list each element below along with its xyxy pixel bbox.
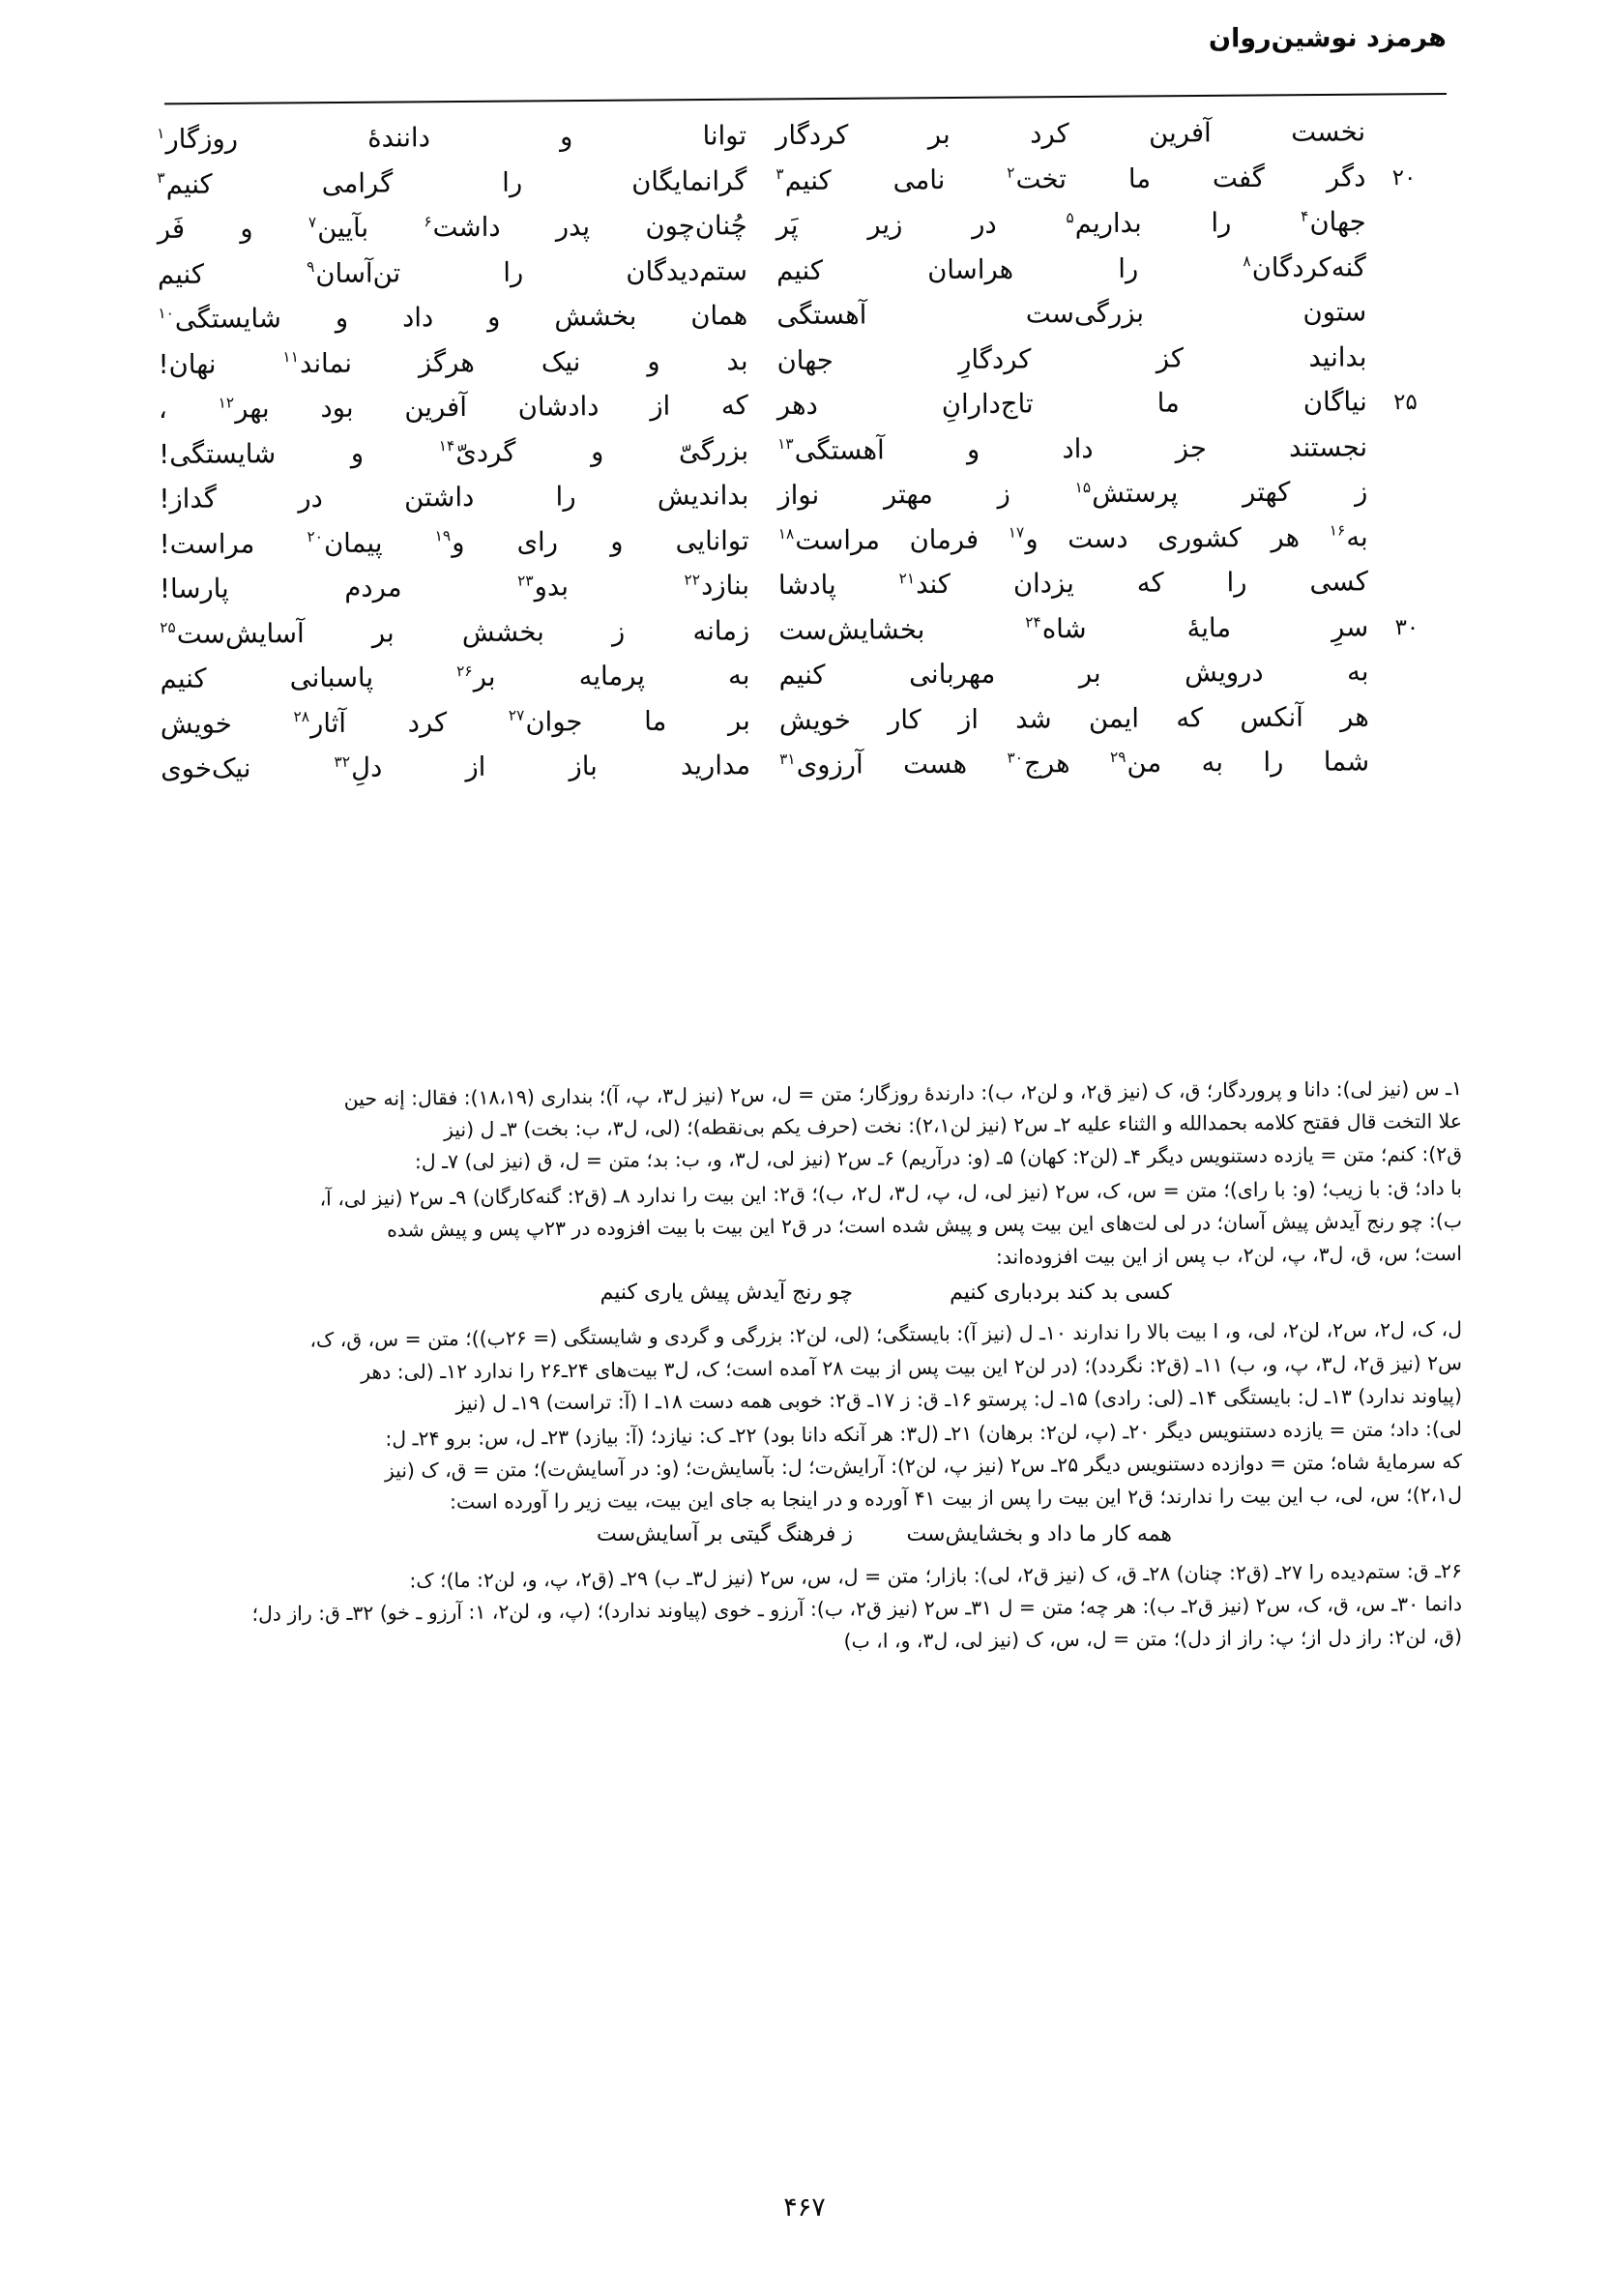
verse-word: ما — [1156, 387, 1180, 419]
hemistich-right — [750, 744, 1369, 780]
footnote-marker: ۱۴ — [438, 437, 455, 456]
verse-word: بهر$^{۱۲}$ — [218, 393, 270, 425]
verse-word: نماند$^{۱۱}$ — [282, 347, 353, 379]
apparatus-quoted-couplet-one — [147, 1277, 1462, 1310]
hemistich-left — [160, 568, 749, 604]
verse-word: من$^{۲۹}$ — [1109, 747, 1162, 779]
verse-word: هراسان — [927, 253, 1014, 285]
hemistich-left — [159, 478, 748, 515]
verse-word: کسی — [1309, 566, 1369, 598]
verse-word: بداندیش — [657, 480, 749, 512]
verse-word: دادشان — [517, 391, 600, 423]
hemistich-left — [160, 613, 749, 650]
apparatus-line: دانما ۳۰ـ س، ق، ک، س۲ (نیز ق۲ـ ب): هر چه؛ متن = ل ۳۱ـ س۲ (نیز ق۲، ب): آرزو ـ خوی (پیاوند ندارد)؛ (پ، و، لن۲، ۱: آرزو ـ خو) ۳۲ـ ق: راز دل؛ — [251, 1592, 1463, 1626]
hemistich-left — [159, 388, 748, 425]
hemistich-right — [747, 294, 1366, 331]
verse-word: به — [1347, 656, 1369, 688]
footnote-marker: ۵ — [1066, 209, 1074, 227]
verse-line — [157, 114, 1416, 166]
hemistich-left — [157, 118, 746, 155]
verse-word: پارسا! — [159, 573, 229, 604]
verse-line-number: ۲۵ — [1393, 389, 1418, 416]
verse-word: چُنان‌چون — [645, 210, 747, 242]
hemistich-right — [748, 429, 1367, 466]
verse-word: گرانمایگان — [631, 164, 747, 197]
hemistich-left — [159, 433, 748, 470]
verse-word: بخشش — [554, 300, 637, 333]
hemistich-left — [161, 703, 750, 740]
apparatus-line: که سرمایهٔ شاه؛ متن = دوازده دستنویس دیگر ۲۵ـ س۲ (نیز پ، لن۲): آرایش‌ت؛ ل: بآسایش‌ت؛ (و: در آسایش‌ت)؛ متن = ق، ک (نیز — [384, 1450, 1463, 1483]
verse-word: کنیم — [160, 662, 207, 694]
verse-word: جوان$^{۲۷}$ — [508, 705, 583, 738]
verse-word: دلِ$^{۳۲}$ — [334, 751, 383, 783]
hemistich-right — [748, 474, 1367, 511]
verse-word: بر — [371, 616, 395, 649]
verse-word: آثار$^{۲۸}$ — [293, 707, 347, 739]
verse-word: کنیم — [157, 258, 205, 290]
quoted-hemistich-left: چو رنج آیدش پیش یاری کنیم — [600, 1280, 853, 1306]
hemistich-right — [747, 250, 1366, 286]
verse-word: کرد — [1030, 118, 1069, 150]
verse-word: ایمن — [1088, 702, 1140, 734]
verse-word: و — [240, 213, 253, 245]
verse-word: بد — [726, 344, 748, 376]
verse-word: بر — [927, 118, 951, 151]
verse-word: ما — [644, 705, 667, 737]
verse-word: کردگارِ — [958, 342, 1032, 375]
hemistich-right — [749, 564, 1368, 601]
verse-word: باز — [569, 751, 598, 782]
verse-word: توانایی — [675, 524, 749, 557]
hemistich-left — [158, 298, 747, 335]
footnote-marker: ۱۱ — [282, 348, 300, 367]
verse-word: به$^{۱۶}$ — [1329, 520, 1368, 552]
verse-line-number — [1367, 474, 1418, 480]
verse-word: ستم‌دیدگان — [626, 254, 748, 287]
verse-word: مایهٔ — [1186, 611, 1232, 643]
verse-word: بر$^{۲۶}$ — [456, 661, 496, 692]
verse-word: و — [487, 301, 501, 333]
footnote-marker: ۶ — [424, 213, 432, 231]
running-head: هرمزد نوشین‌روان — [1209, 22, 1448, 54]
verse-word: تن‌آسان$^۹$ — [306, 256, 401, 289]
verse-word: و — [966, 433, 980, 465]
footnote-marker: ۱۲ — [218, 394, 235, 412]
footnote-marker: ۲ — [1007, 163, 1015, 182]
verse-word: و — [590, 435, 604, 467]
verse-word: را — [503, 256, 524, 288]
verse-word: گفت — [1212, 162, 1266, 193]
verse-word: پاسبانی — [289, 662, 374, 694]
verse-word: نواز — [777, 479, 820, 512]
verse-word: دگر — [1326, 161, 1366, 193]
verse-line-number — [1368, 564, 1419, 570]
hemistich-right — [749, 609, 1368, 646]
verse-word: بنازد$^{۲۲}$ — [684, 570, 750, 602]
verse-word: نخست — [1291, 116, 1366, 148]
verse-word: را — [1226, 567, 1247, 599]
verse-word: بر — [727, 704, 750, 736]
footnote-marker: ۴ — [1301, 207, 1309, 225]
verse-word: و — [647, 345, 660, 377]
verse-block — [157, 114, 1419, 796]
verse-word: گردیّ$^{۱۴}$ — [438, 436, 516, 468]
verse-line-number: ۳۰ — [1394, 614, 1419, 640]
verse-word: جهان$^۴$ — [1301, 206, 1366, 238]
verse-word: نیک‌خوی — [161, 752, 251, 784]
apparatus-line: ۱ـ س (نیز لی): دانا و پروردگار؛ ق، ک (نیز ق۲، و لن۲، ب): دارندهٔ روزگار؛ متن = ل، س۲ (نیز ل۳، پ، آ)؛ بنداری (۱۸،۱۹): فقال: إنه حین — [343, 1076, 1463, 1111]
verse-line-number — [1368, 518, 1419, 524]
verse-word: جهان — [776, 344, 834, 376]
hemistich-right — [749, 519, 1368, 556]
verse-word: در — [298, 482, 323, 515]
verse-word: دست — [1068, 522, 1128, 554]
verse-word: از — [957, 703, 980, 735]
verse-word: همان — [690, 300, 748, 332]
verse-word: آفرین — [1149, 117, 1212, 149]
hemistich-right — [748, 384, 1367, 421]
verse-word: دهر — [776, 389, 818, 422]
footnote-marker: ۳ — [775, 165, 784, 184]
hemistich-right — [747, 339, 1366, 376]
verse-line — [159, 428, 1418, 481]
apparatus-line: س۲ (نیز ق۲، ل۳، پ، و، ب) ۱۱ـ (ق۲: نگردد)؛ (در لن۲ این بیت پس از بیت ۲۸ آمده است؛ ک، ل۳ بیت‌های ۲۴ـ۲۶ را ندارد ۱۲ـ (لی: دهر — [361, 1350, 1463, 1384]
verse-line — [157, 204, 1417, 256]
verse-word: درویش — [1184, 656, 1264, 689]
verse-word: ، — [158, 393, 167, 425]
verse-word: زیر — [867, 209, 903, 241]
verse-word: آسایش‌ست$^{۲۵}$ — [160, 617, 305, 650]
verse-word: بخشش — [461, 616, 544, 648]
hemistich-right — [750, 699, 1369, 736]
verse-line — [157, 249, 1417, 301]
verse-word: آنکس — [1240, 701, 1303, 733]
verse-line — [159, 474, 1418, 526]
verse-line-number — [1366, 249, 1417, 254]
verse-word: دانندهٔ — [367, 122, 430, 154]
verse-line — [161, 744, 1419, 796]
verse-line — [157, 159, 1417, 211]
verse-word: داد — [1062, 432, 1094, 464]
verse-word: ز — [997, 478, 1010, 510]
apparatus-line: ق۲): کنم؛ متن = یازده دستنویس دیگر ۴ـ (لن۲: کهان) ۵ـ (و: درآریم) ۶ـ س۲ (نیز لی، ل۳، و، ب: بد؛ متن = ل، ق (نیز لی) ۷ـ ل: — [414, 1142, 1463, 1174]
verse-word: و — [335, 302, 349, 334]
verse-line — [158, 339, 1417, 391]
verse-line — [158, 294, 1417, 346]
verse-word: و — [350, 437, 365, 469]
verse-word: پَر — [775, 209, 799, 242]
verse-word: فَر — [157, 213, 186, 245]
verse-word: کند$^{۲۱}$ — [898, 568, 951, 601]
apparatus-line: است؛ س، ق، ل۳، پ، لن۲، ب پس از این بیت افزوده‌اند: — [995, 1242, 1463, 1269]
hemistich-right — [746, 160, 1365, 196]
verse-word: ز — [1355, 476, 1368, 508]
verse-word: یزدان — [1012, 568, 1074, 600]
verse-word: آهستگی$^{۱۳}$ — [777, 433, 885, 466]
quoted-hemistich-right: همه کار ما داد و بخشایش‌ست — [906, 1521, 1172, 1546]
verse-word: در — [972, 208, 997, 240]
hemistich-left — [160, 658, 749, 694]
footnote-marker: ۱۸ — [777, 525, 795, 544]
footnote-marker: ۱۳ — [777, 435, 794, 454]
verse-word: آفرین — [404, 391, 468, 424]
footnote-marker: ۷ — [307, 213, 317, 231]
verse-word: پیمان$^{۲۰}$ — [307, 527, 383, 559]
verse-word: مهربانی — [908, 658, 996, 691]
verse-word: به — [728, 660, 750, 692]
verse-word: بود — [320, 392, 354, 424]
apparatus-quoted-couplet-two — [147, 1518, 1462, 1551]
verse-word: از — [465, 751, 486, 783]
verse-line-number — [1366, 294, 1417, 300]
footnote-marker: ۲۰ — [307, 528, 324, 546]
verse-word: آرزوی$^{۳۱}$ — [779, 749, 863, 780]
verse-word: نامی — [892, 163, 946, 195]
verse-word: را — [1263, 746, 1284, 778]
footnote-marker: ۲۵ — [160, 619, 176, 637]
verse-word: کنیم$^۳$ — [775, 164, 832, 196]
verse-word: بدو$^{۲۳}$ — [516, 571, 570, 603]
verse-word: کار — [887, 703, 922, 735]
verse-word: بداریم$^۵$ — [1066, 207, 1142, 240]
verse-word: مراست$^{۱۸}$ — [777, 523, 880, 556]
verse-word: آهستگی — [776, 299, 867, 332]
apparatus-line: (پیاوند ندارد) ۱۳ـ ل: بایستگی ۱۴ـ (لی: رادی) ۱۵ـ ل: پرستو ۱۶ـ ق: ز ۱۷ـ ق۲: خوبی همه دست ۱۸ـ ا (آ: تراست) ۱۹ـ ل (نیز — [455, 1383, 1463, 1415]
verse-line-number — [1365, 114, 1416, 120]
verse-word: شایستگی! — [159, 437, 277, 470]
footnote-marker: ۲۱ — [898, 570, 916, 588]
verse-line-number — [1369, 698, 1419, 704]
verse-word: شما — [1323, 746, 1370, 778]
hemistich-left — [158, 343, 747, 380]
apparatus-line: (ق، لن۲: راز دل از؛ پ: راز از دل)؛ متن = ل، س، ک (نیز لی، ل۳، و، ا، ب) — [843, 1625, 1463, 1654]
verse-line-number — [1368, 654, 1419, 660]
verse-word: و — [610, 525, 624, 557]
verse-word: ز — [611, 615, 626, 647]
apparatus-line: با داد؛ ق: با زیب؛ (و: با رای)؛ متن = س، ک، س۲ (نیز لی، ل، پ، ل۳، ل۲، ب)؛ ق۲: این بیت را ندارد ۸ـ (ق۲: گنه‌کارگان) ۹ـ س۲ (نیز لی، آ، — [319, 1175, 1463, 1210]
hemistich-left — [161, 748, 750, 784]
verse-word: نیک — [541, 345, 581, 378]
footnote-marker: ۳ — [157, 169, 165, 188]
footnote-marker: ۳۲ — [334, 752, 351, 771]
verse-line — [159, 518, 1419, 571]
footnote-marker: ۸ — [1243, 252, 1251, 271]
verse-line-number — [1366, 204, 1417, 210]
footnote-marker: ۲۳ — [516, 572, 534, 590]
verse-line — [159, 564, 1419, 616]
apparatus-line: ل، ک، ل۲، س۲، لن۲، لی، و، ا بیت بالا را ندارند ۱۰ـ ل (نیز آ): بایستگی؛ (لی، لن۲: بزرگی و گردی و شایستگی (= ۲۶ب))؛ متن = س، ق، ک، — [309, 1317, 1463, 1352]
verse-word: کنیم — [775, 254, 824, 286]
verse-word: فرمان — [909, 523, 980, 555]
footnote-marker: ۳۰ — [1007, 749, 1024, 767]
verse-word: و — [559, 121, 573, 153]
apparatus-line: ب): چو رنج آیدش پیش آسان؛ در لی لت‌های این بیت پس و پیش شده است؛ در ق۲ این بیت با بیت افزوده در ۲۳پ پس و پیش شده — [387, 1208, 1463, 1242]
verse-word: که — [1136, 567, 1164, 599]
verse-word: پرستش$^{۱۵}$ — [1074, 477, 1179, 510]
verse-word: بخشایش‌ست — [778, 613, 925, 646]
apparatus-line: علا التخت قال فقتح کلامه بحمدالله و الثناء علیه ۲ـ س۲ (نیز لن۲،۱): نخت (حرف یکم بی‌نقطه)؛ (لی، ل۳، ب: بخت) ۳ـ ل (نیز — [443, 1109, 1463, 1142]
footnote-marker: ۱۶ — [1329, 521, 1346, 540]
verse-word: ما — [1127, 162, 1152, 194]
verse-word: نهان! — [158, 348, 217, 380]
verse-word: بزرگی‌ست — [1025, 297, 1145, 330]
quoted-hemistich-right: کسی بد کند بردباری کنیم — [950, 1280, 1172, 1306]
verse-word: خویش — [160, 707, 232, 740]
verse-word: داشتن — [404, 481, 475, 514]
verse-word: داد — [401, 302, 434, 334]
hemistich-left — [157, 163, 746, 200]
footnote-marker: ۲۶ — [456, 662, 473, 680]
verse-word: پادشا — [777, 569, 836, 602]
verse-line — [160, 698, 1419, 751]
verse-word: جز — [1175, 431, 1208, 464]
verse-word: نیاگان — [1302, 386, 1367, 418]
footnote-marker: ۱ — [157, 124, 165, 142]
apparatus-line: ل۲،۱)؛ س، لی، ب این بیت را ندارند؛ ق۲ این بیت را پس از بیت ۴۱ آورده و در اینجا به جای این بیت، بیت زیر را آورده است: — [449, 1483, 1463, 1515]
verse-word: سرِ — [1331, 610, 1369, 643]
apparatus-line: لی): داد؛ متن = یازده دستنویس دیگر ۲۰ـ (پ، لن۲: برهان) ۲۱ـ (ل۳: هر آنکه دانا بود) ۲۲ـ ک: نیازد؛ (آ: بیازد) ۲۳ـ ل، س: برو ۲۴ـ ل: — [385, 1417, 1463, 1451]
verse-line-number — [1366, 339, 1417, 344]
verse-word: مدارید — [680, 750, 751, 781]
verse-word: به — [1201, 747, 1224, 779]
verse-word: کردگار — [775, 119, 849, 152]
verse-word: هرگز — [418, 346, 475, 378]
verse-word: مراست! — [159, 527, 255, 560]
verse-word: هرج$^{۳۰}$ — [1007, 748, 1070, 780]
footnote-marker: ۲۸ — [293, 708, 310, 726]
verse-word: شاه$^{۲۴}$ — [1025, 612, 1087, 644]
verse-word: بزرگیّ — [678, 434, 749, 467]
footnote-marker: ۲۲ — [684, 571, 701, 589]
verse-word: مردم — [344, 572, 402, 603]
verse-word: ستون — [1302, 296, 1367, 328]
verse-word: هست — [902, 748, 968, 780]
hemistich-right — [749, 654, 1368, 691]
hemistich-right — [747, 204, 1366, 241]
verse-line-number: ۲۰ — [1391, 164, 1417, 191]
hemistich-left — [158, 208, 747, 245]
verse-word: داشت$^۶$ — [424, 211, 501, 244]
footnote-marker: ۱۹ — [434, 527, 452, 545]
verse-word: کنیم$^۳$ — [157, 168, 213, 200]
verse-word: تخت$^۲$ — [1007, 162, 1068, 195]
hemistich-left — [160, 523, 749, 560]
verse-word: را — [555, 481, 576, 513]
verse-word: کز — [1156, 341, 1185, 374]
verse-word: از — [650, 390, 671, 422]
verse-word: کنیم — [778, 659, 826, 692]
verse-word: را — [1118, 252, 1139, 284]
footnote-marker: ۲۹ — [1109, 748, 1126, 766]
verse-line — [160, 608, 1419, 661]
footnote-marker: ۹ — [306, 258, 315, 277]
verse-word: شد — [1015, 702, 1052, 735]
verse-word: کهتر — [1243, 476, 1291, 509]
verse-word: کرد — [407, 706, 448, 738]
footnote-marker: ۲۷ — [508, 706, 525, 725]
verse-word: را — [502, 166, 523, 198]
verse-line-number — [1369, 744, 1419, 750]
header-rule — [164, 93, 1447, 104]
verse-word: روزگار$^۱$ — [157, 123, 239, 155]
verse-word: که — [720, 390, 748, 422]
verse-word: رای — [516, 525, 559, 558]
footnote-marker: ۲۴ — [1025, 613, 1041, 632]
verse-word: هر — [1340, 700, 1369, 732]
verse-word: پدر — [555, 211, 591, 243]
verse-word: کشوری — [1157, 521, 1242, 554]
verse-word: زمانه — [692, 614, 750, 647]
footnote-marker: ۱۵ — [1074, 478, 1092, 497]
verse-word: مهتر — [883, 479, 933, 511]
hemistich-left — [158, 253, 747, 290]
verse-line — [158, 384, 1418, 436]
verse-word: بر — [1078, 657, 1101, 690]
verse-line — [160, 654, 1419, 706]
footnote-marker: ۱۰ — [158, 304, 174, 322]
verse-word: که — [1176, 701, 1204, 734]
verse-word: گداز! — [159, 483, 218, 515]
footnote-marker: ۱۷ — [1008, 523, 1025, 542]
verse-line-number — [1367, 428, 1418, 434]
verse-word: را — [1211, 207, 1232, 239]
verse-word: شایستگی$^{۱۰}$ — [158, 303, 281, 335]
critical-apparatus — [147, 1072, 1462, 1653]
verse-word: پرمایه — [578, 660, 646, 692]
apparatus-line: ۲۶ـ ق: ستم‌دیده را ۲۷ـ (ق۲: چنان) ۲۸ـ ق، ک (نیز ق۲، لی): بازار؛ متن = ل، س، س۲ (نیز ل۳ـ ب) ۲۹ـ (ق۲، پ، و، لن۲: ما)؛ ک: — [409, 1558, 1463, 1593]
verse-word: و$^{۱۷}$ — [1008, 522, 1039, 554]
verse-word: بدانید — [1308, 340, 1367, 373]
verse-word: خویش — [778, 704, 851, 736]
verse-word: نجستند — [1289, 430, 1368, 463]
verse-word: تاج‌دارانِ — [941, 388, 1034, 420]
verse-word: توانا — [702, 120, 747, 152]
page-number: ۴۶۷ — [783, 2193, 826, 2222]
quoted-hemistich-left: ز فرهنگ گیتی بر آسایش‌ست — [597, 1521, 853, 1546]
verse-word: هر — [1271, 521, 1301, 553]
footnote-marker: ۳۱ — [779, 750, 796, 768]
verse-word: گرامی — [321, 166, 394, 199]
verse-word: و$^{۱۹}$ — [434, 526, 465, 558]
verse-word: گنه‌کردگان$^۸$ — [1243, 250, 1367, 283]
hemistich-right — [746, 114, 1365, 151]
verse-word: بآیین$^۷$ — [307, 212, 369, 244]
